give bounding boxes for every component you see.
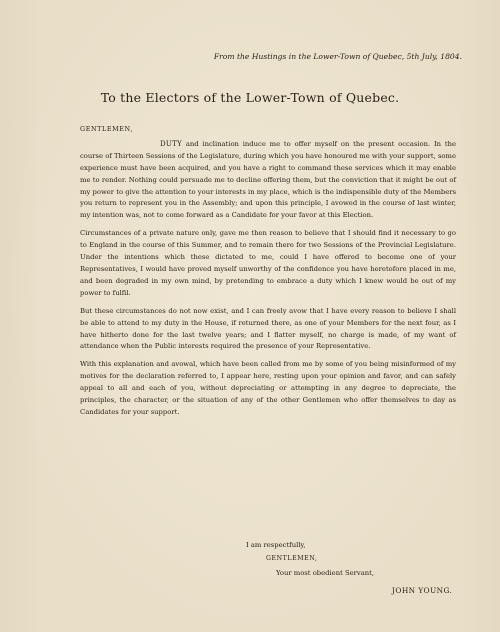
dateline: From the Hustings in the Lower-Town of Quebec, 5th July, 1804. bbox=[213, 52, 462, 61]
document-title: To the Electors of the Lower-Town of Quebec. bbox=[100, 90, 400, 105]
closing-text: Your most obedient Servant, bbox=[276, 569, 375, 577]
paragraph-lead-word: DUTY bbox=[160, 139, 183, 148]
paragraph-3: But these circumstances do not now exist, and I can freely avow that I have every reason to believe I shall be able to attend to my duty in the House, if returned there, as one of your Members for the next four, as I have hitherto done for the last twelve years; and I flatter myself, no charge is made, of my want of attendance when the Public interests required the presence of your Representative. bbox=[80, 306, 456, 351]
paragraph-2: Circumstances of a private nature only, gave me then reason to believe that I should find it necessary to go to England in the course of this Summer, and to remain there for two Sessions of the Provincial Legislature. Under the intentions which these dictated to me, could I have offered to become one of your Representatives, I would have proved myself unworthy of the confidence you have heretofore placed in me, and been degraded in my own mind, by pretending to embrace a duty which I knew would be out of my power to fulfil. bbox=[80, 229, 456, 297]
letter-body bbox=[80, 124, 456, 425]
paragraph-4: With this explanation and avowal, which have been called from me by some of you being misinformed of my motives for the declaration referred to, I appear here, resting upon your opinion and favor, and can safely appeal to all and each of you, without depreciating or attempting in any degree to depreciate, the principles, the character, or the situation of any of the other Gentlemen who offer themselves to day as Candidates for your support. bbox=[80, 360, 456, 416]
closing-text: I am respectfully, bbox=[246, 541, 306, 549]
paragraph-1 bbox=[80, 139, 456, 222]
signature-text: JOHN YOUNG. bbox=[392, 586, 453, 595]
paragraph-text: and inclination induce me to offer myself on the present occasion. In the course of Thirteen Sessions of the Legislature, during which you have honoured me with your support, some experience must have been acquired, and you have a right to command these services which it may enable me to render. Nothing could persuade me to decline offering them, but the conviction that it might be out of my power to give the attention to your interests in my place, which is the indispensible duty of the Members you return to represent you in the Assembly; and upon this principle, I avowed in the course of last winter, my intention was, not to come forward as a Candidate for your favor at this Election. bbox=[80, 139, 456, 220]
closing-text: GENTLEMEN, bbox=[266, 555, 318, 562]
salutation: GENTLEMEN, bbox=[80, 125, 133, 133]
